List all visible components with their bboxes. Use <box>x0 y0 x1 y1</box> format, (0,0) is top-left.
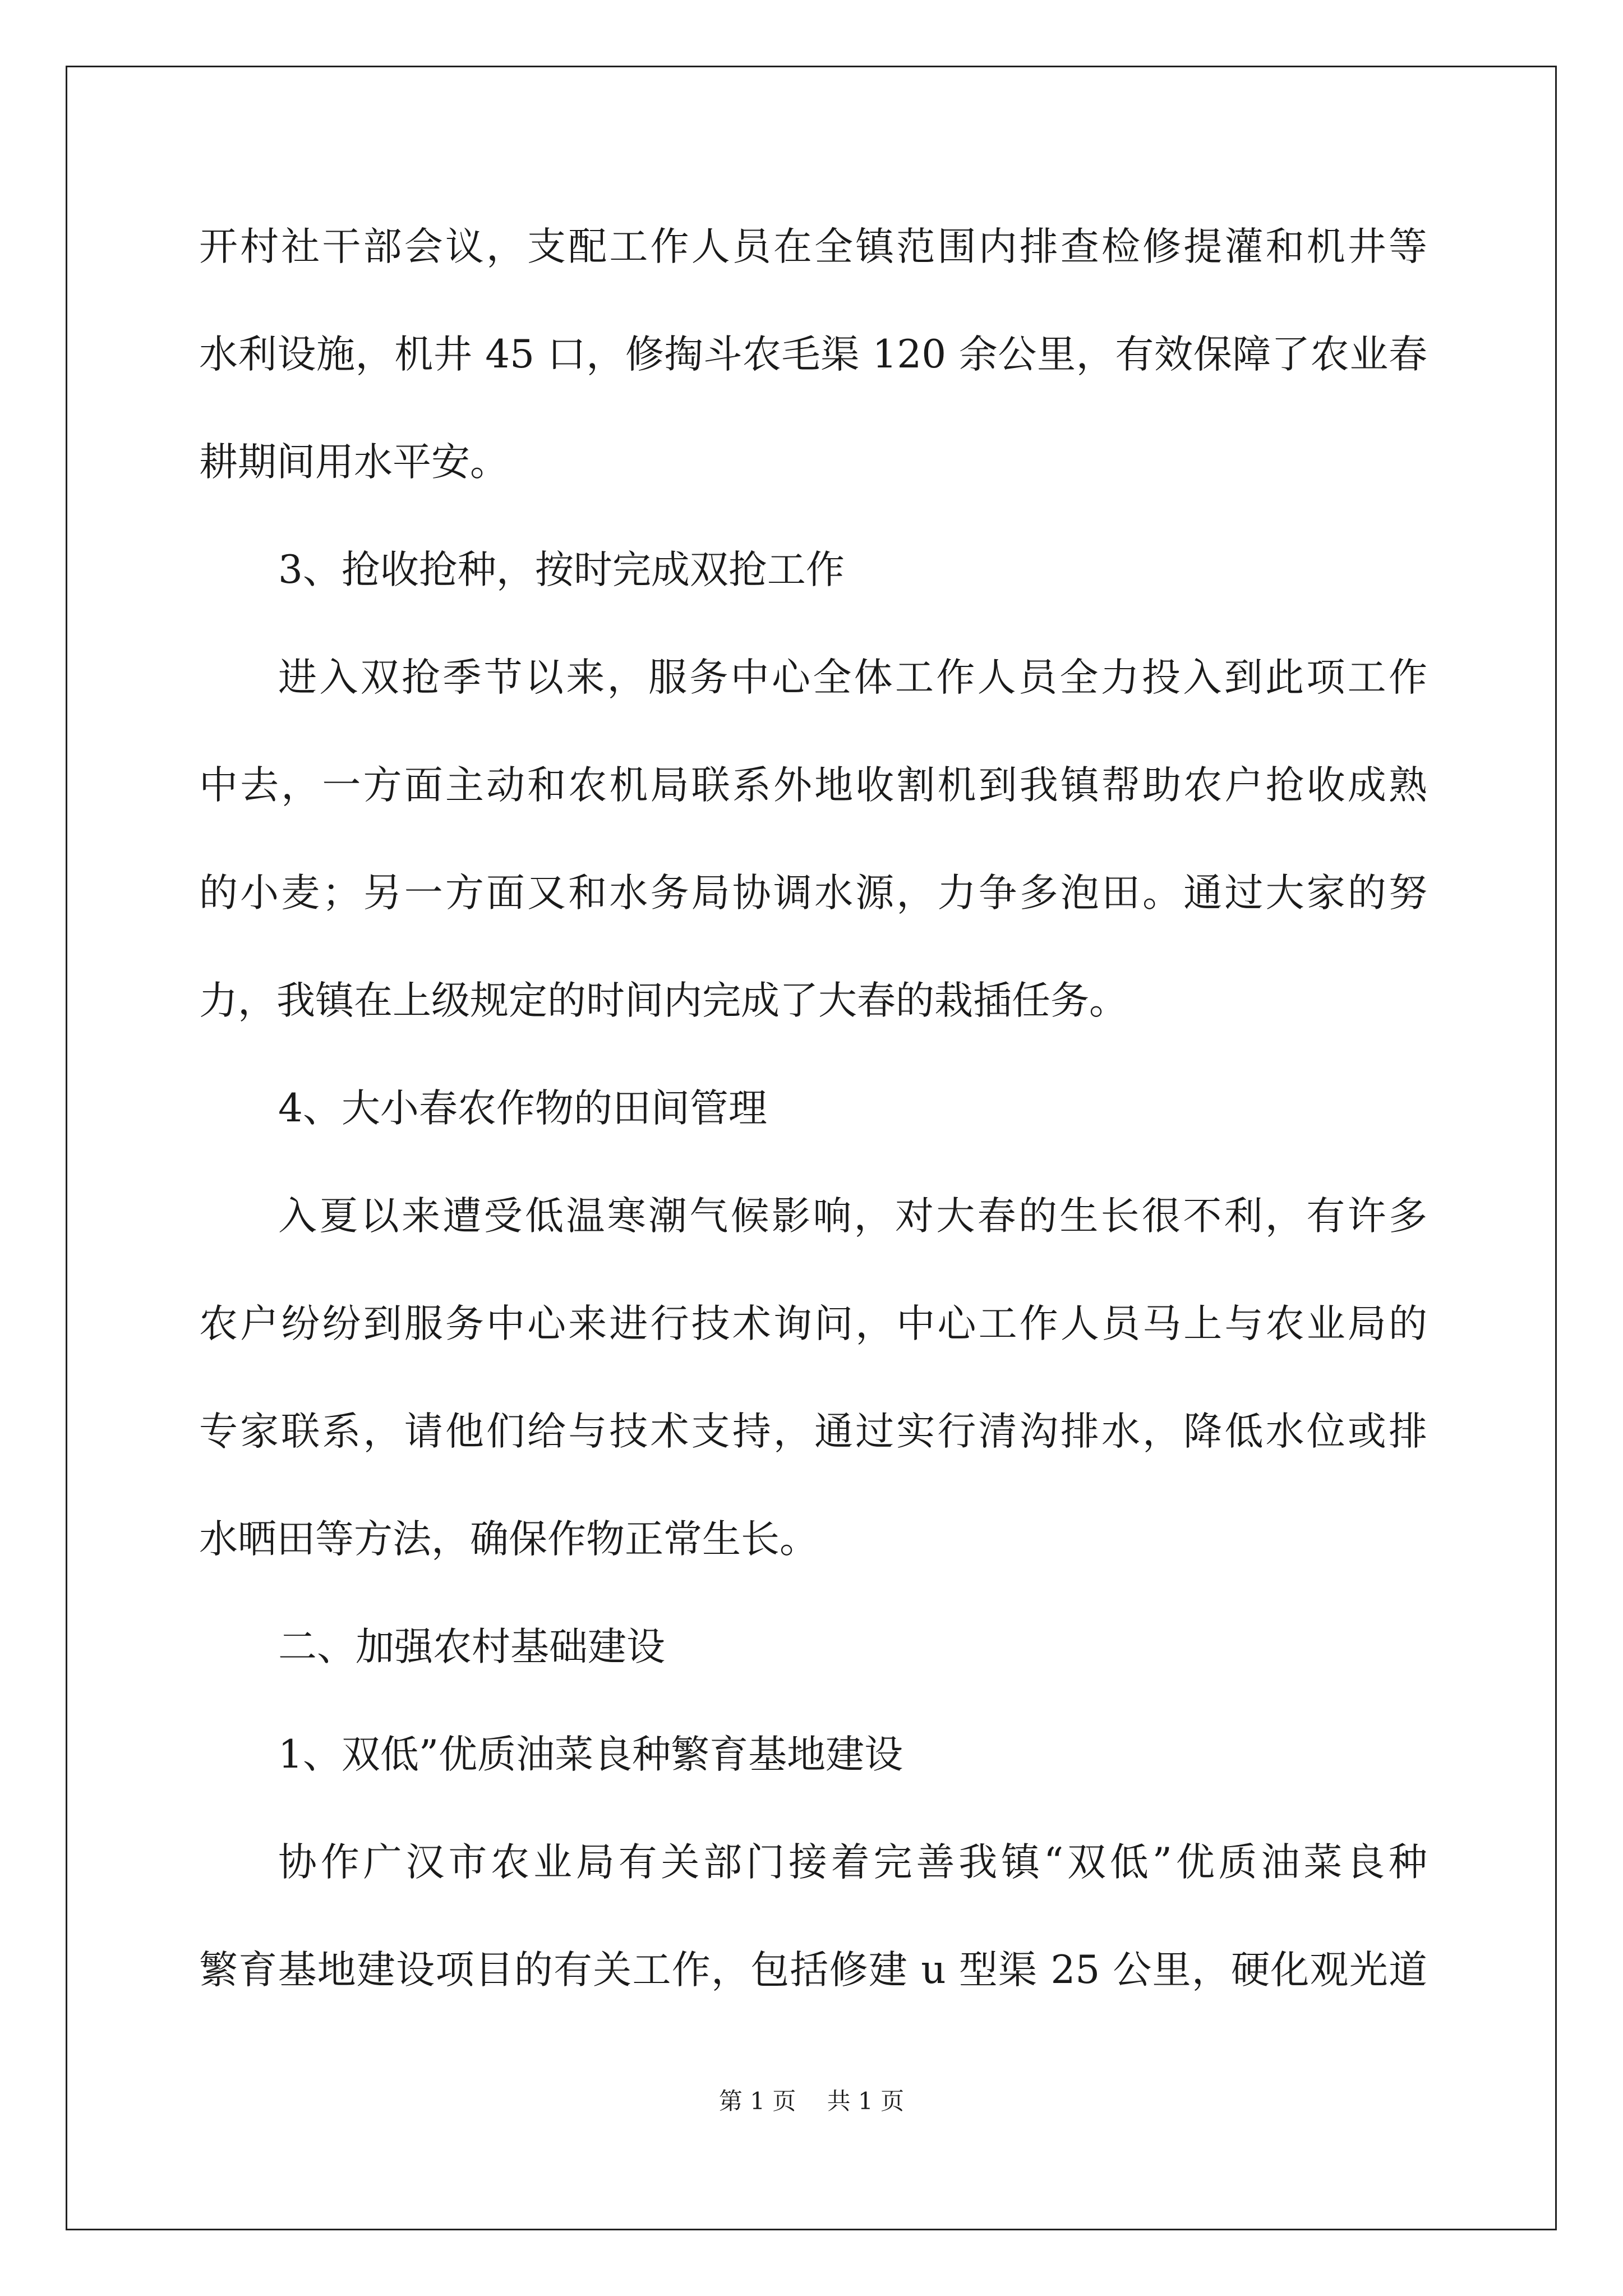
section-heading: 二、加强农村基础建设 <box>278 1625 665 1669</box>
document-body <box>199 213 1427 2044</box>
text-line: 协作广汉市农业局有关部门接着完善我镇“双低”优质油菜良种 <box>278 1840 1427 1885</box>
page-number-footer: 第 1 页 共 1 页 <box>718 2087 905 2115</box>
section-heading: 4、大小春农作物的田间管理 <box>278 1086 767 1131</box>
text-line: 入夏以来遭受低温寒潮气候影响，对大春的生长很不利，有许多 <box>278 1194 1427 1239</box>
text-line: 的小麦；另一方面又和水务局协调水源，力争多泡田。通过大家的努 <box>199 871 1427 915</box>
text-line: 水晒田等方法，确保作物正常生长。 <box>199 1517 818 1562</box>
text-line: 农户纷纷到服务中心来进行技术询问，中心工作人员马上与农业局的 <box>199 1301 1427 1346</box>
section-heading: 1、双低”优质油菜良种繁育基地建设 <box>278 1732 903 1777</box>
text-line: 中去，一方面主动和农机局联系外地收割机到我镇帮助农户抢收成熟 <box>199 763 1427 808</box>
text-line: 耕期间用水平安。 <box>199 440 509 485</box>
text-line: 水利设施，机井 45 口，修掏斗农毛渠 120 余公里，有效保障了农业春 <box>199 332 1427 377</box>
text-line: 力，我镇在上级规定的时间内完成了大春的栽插任务。 <box>199 978 1128 1023</box>
text-line: 进入双抢季节以来，服务中心全体工作人员全力投入到此项工作 <box>278 655 1427 700</box>
text-line: 专家联系，请他们给与技术支持，通过实行清沟排水，降低水位或排 <box>199 1409 1427 1454</box>
text-line: 开村社干部会议，支配工作人员在全镇范围内排查检修提灌和机井等 <box>199 224 1427 269</box>
section-heading: 3、抢收抢种，按时完成双抢工作 <box>278 547 845 592</box>
text-line: 繁育基地建设项目的有关工作，包括修建 u 型渠 25 公里，硬化观光道 <box>199 1948 1427 1993</box>
